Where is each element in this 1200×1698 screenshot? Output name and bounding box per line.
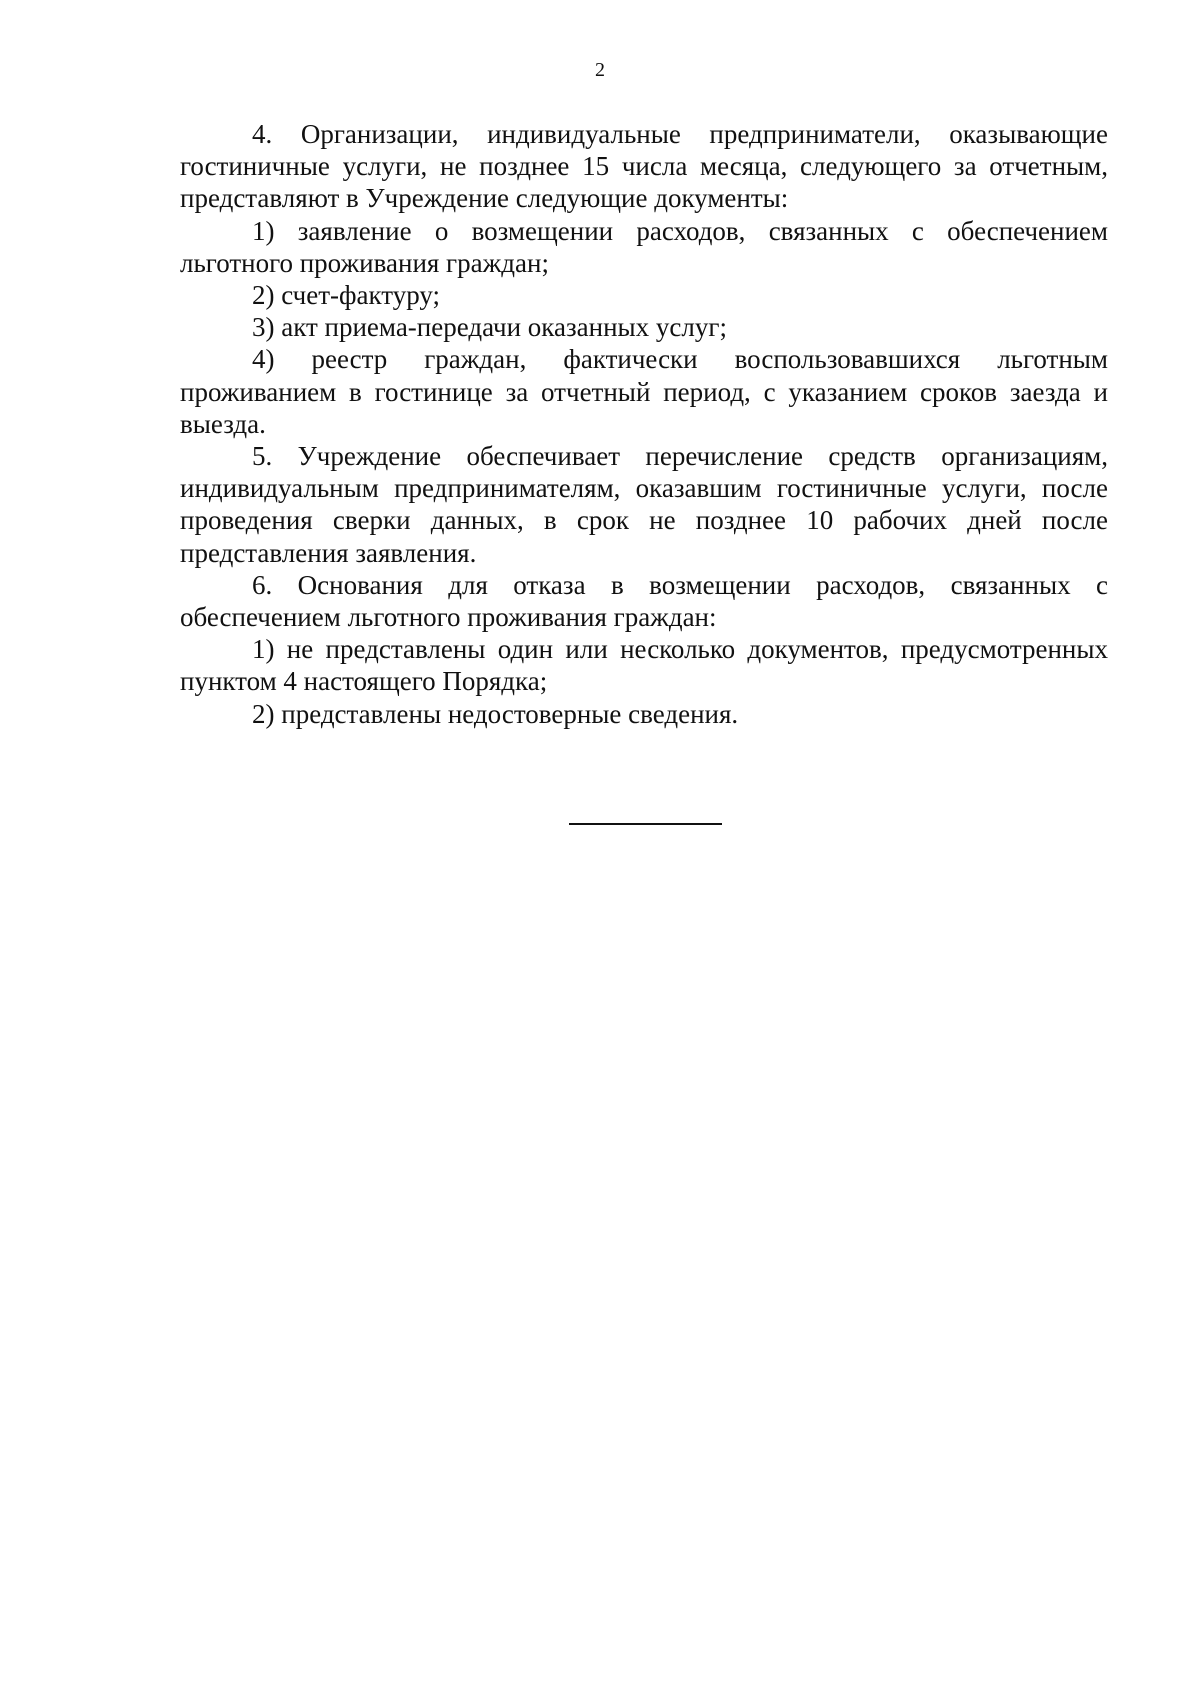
list-item-invoice: 2) счет-фактуру;	[252, 280, 441, 311]
document-body	[180, 118, 1108, 730]
paragraph-item-5: 5. Учреждение обеспечивает перечисление средств организациям, индивидуальным предпринимателям, оказавшим гостиничные услуги, после проведения сверки данных, в срок не позднее 10 рабочих дней после представления заявления.	[180, 441, 1108, 568]
list-item-false-information: 2) представлены недостоверные сведения.	[252, 698, 739, 729]
list-item-missing-documents: 1) не представлены один или несколько документов, предусмотренных пунктом 4 настоящего Порядка;	[180, 634, 1108, 697]
end-of-document-rule	[569, 823, 722, 825]
page-number: 2	[595, 59, 605, 81]
list-item-register: 4) реестр граждан, фактически воспользовавшихся льготным проживанием в гостинице за отчетный период, с указанием сроков заезда и выезда.	[180, 344, 1108, 439]
paragraph-item-6: 6. Основания для отказа в возмещении расходов, связанных с обеспечением льготного проживания граждан:	[180, 569, 1108, 633]
list-item-acceptance-act: 3) акт приема-передачи оказанных услуг;	[252, 312, 727, 343]
list-item-application: 1) заявление о возмещении расходов, связанных с обеспечением льготного проживания граждан;	[180, 215, 1108, 278]
paragraph-item-4: 4. Организации, индивидуальные предприниматели, оказывающие гостиничные услуги, не позднее 15 числа месяца, следующего за отчетным, представляют в Учреждение следующие документы:	[180, 119, 1108, 214]
